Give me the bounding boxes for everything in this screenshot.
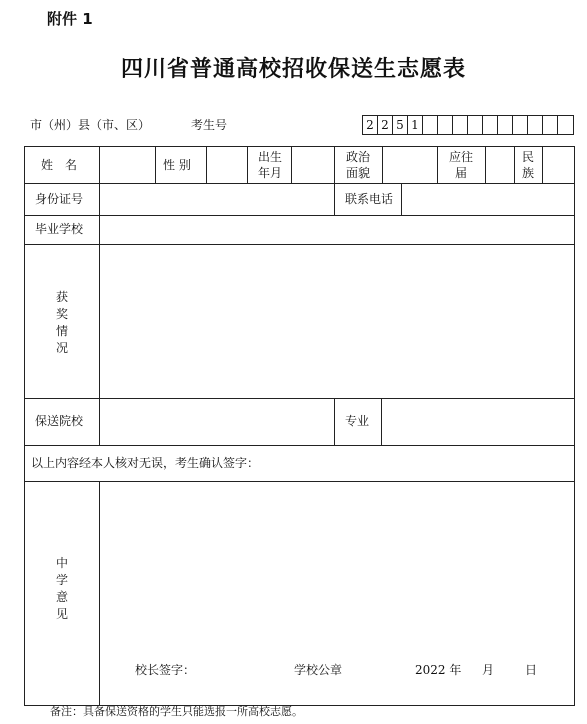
exam-number-digit-box[interactable]: 1: [408, 116, 423, 134]
major-label: 专业: [345, 414, 370, 428]
exam-number-label: 考生号: [191, 118, 228, 132]
attachment-label: 附件 1: [47, 10, 93, 28]
exam-number-digit-box[interactable]: [543, 116, 558, 134]
col-divider: [485, 147, 486, 183]
gender-label: 性 别: [163, 158, 191, 172]
col-divider: [334, 147, 335, 183]
exam-number-digit-box[interactable]: [453, 116, 468, 134]
row-divider: [25, 244, 574, 245]
school-opinion-label: 中 学 意 见: [55, 556, 68, 621]
political-label-line2: 面貌: [346, 166, 371, 180]
exam-number-digit-box[interactable]: [438, 116, 453, 134]
row-divider: [25, 398, 574, 399]
col-divider: [99, 215, 100, 244]
date-year: 2022 年: [415, 663, 462, 677]
col-divider: [99, 147, 100, 183]
col-divider: [382, 147, 383, 183]
col-divider: [401, 183, 402, 215]
footer-note: 备注：具备保送资格的学生只能选报一所高校志愿。: [50, 705, 303, 718]
col-divider: [291, 147, 292, 183]
exam-number-digit-box[interactable]: [483, 116, 498, 134]
exam-number-digit-box[interactable]: [468, 116, 483, 134]
exam-number-digit-box[interactable]: [498, 116, 513, 134]
political-label-line1: 政治: [346, 150, 371, 164]
exam-number-digit-box[interactable]: 2: [363, 116, 378, 134]
ethnicity-label-line1: 民: [522, 150, 535, 164]
col-divider: [99, 481, 100, 705]
confirmation-text: 以上内容经本人核对无误，考生确认签字：: [31, 456, 260, 470]
date-month: 月: [482, 663, 495, 677]
date-day: 日: [525, 663, 538, 677]
exam-number-digit-box[interactable]: 2: [378, 116, 393, 134]
exam-number-digit-box[interactable]: [528, 116, 543, 134]
col-divider: [334, 183, 335, 215]
exam-number-boxes[interactable]: [362, 115, 574, 135]
row-divider: [25, 481, 574, 482]
exam-number-digit-box[interactable]: [423, 116, 438, 134]
col-divider: [155, 147, 156, 183]
exam-number-digit-box[interactable]: 5: [393, 116, 408, 134]
recommended-school-label: 保送院校: [35, 414, 84, 428]
region-label: 市（州）县（市、区）: [30, 118, 151, 132]
exam-number-digit-box[interactable]: [558, 116, 573, 134]
row-divider: [25, 445, 574, 446]
name-label: 姓 名: [41, 158, 78, 172]
page-title: 四川省普通高校招收保送生志愿表: [120, 56, 466, 82]
graduated-school-label: 毕业学校: [35, 222, 84, 236]
birth-label-line2: 年月: [258, 166, 283, 180]
id-number-label: 身份证号: [35, 192, 84, 206]
col-divider: [99, 244, 100, 398]
col-divider: [437, 147, 438, 183]
col-divider: [99, 183, 100, 215]
awards-label: 获 奖 情 况: [55, 290, 68, 355]
col-divider: [206, 147, 207, 183]
graduation-label-line1: 应往: [449, 150, 474, 164]
col-divider: [514, 147, 515, 183]
phone-label: 联系电话: [345, 192, 394, 206]
col-divider: [334, 398, 335, 445]
col-divider: [542, 147, 543, 183]
school-seal-label: 学校公章: [294, 663, 343, 677]
graduation-label-line2: 届: [455, 166, 468, 180]
col-divider: [381, 398, 382, 445]
col-divider: [247, 147, 248, 183]
row-divider: [25, 215, 574, 216]
ethnicity-label-line2: 族: [522, 166, 535, 180]
birth-label-line1: 出生: [258, 150, 283, 164]
principal-signature-label: 校长签字：: [135, 663, 196, 677]
exam-number-digit-box[interactable]: [513, 116, 528, 134]
row-divider: [25, 183, 574, 184]
application-form: [24, 146, 575, 706]
col-divider: [99, 398, 100, 445]
